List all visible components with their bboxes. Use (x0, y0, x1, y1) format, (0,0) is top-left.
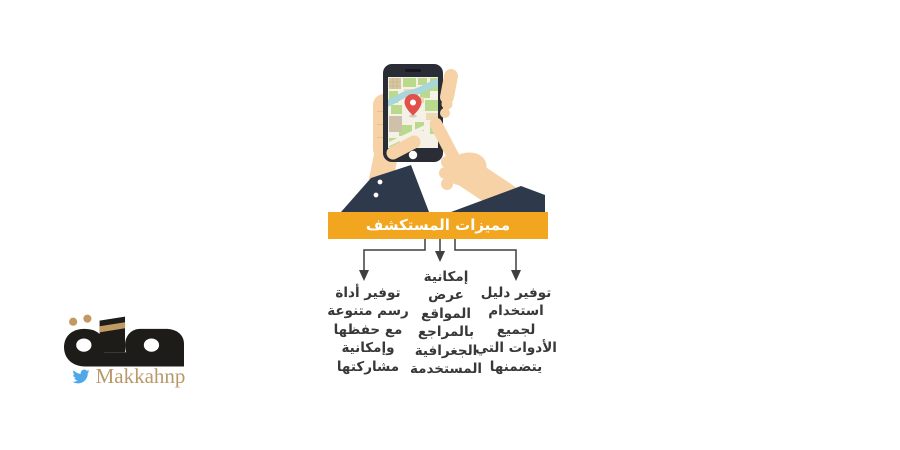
feature-line: توفير دليل (480, 285, 552, 301)
brand-name (56, 300, 57, 301)
kaaba-icon (100, 317, 125, 353)
feature-line: المستخدمة (409, 361, 483, 378)
makkah-kaaba-logo (64, 313, 184, 367)
banner-title: مميزات المستكشف (365, 216, 511, 234)
home-button (409, 151, 417, 159)
feature-line: المواقع (421, 305, 471, 322)
right-hand (436, 124, 505, 198)
feature-line: رسم متنوعة (327, 303, 409, 320)
feature-line: توفير أداة (335, 285, 401, 301)
feature-line: مع حفظها (333, 321, 403, 338)
feature-line: بالمراجع (417, 324, 475, 341)
feature-line: يتضمنها (489, 358, 543, 375)
twitter-bird-icon (71, 368, 91, 385)
arrow-line-left (364, 239, 425, 271)
feature-line: لجميع (496, 321, 536, 338)
down-arrow-icon (359, 270, 369, 281)
down-arrow-icon (511, 270, 521, 281)
speaker-slit (405, 69, 421, 72)
feature-line: استخدام (488, 303, 544, 320)
title-banner (328, 212, 548, 239)
feature-line: الأدوات التي (475, 340, 557, 357)
down-arrow-icon (435, 251, 445, 262)
feature-line: الجغرافية (414, 342, 478, 359)
twitter-handle: Makkahnp (95, 364, 186, 388)
feature-right (466, 284, 566, 376)
phone-map-illustration (335, 52, 545, 212)
feature-line: وإمكانية (341, 340, 395, 357)
twitter-handle-row (56, 366, 200, 387)
feature-line: مشاركتها (336, 358, 400, 375)
feature-line: إمكانية (423, 269, 469, 285)
arrow-line-right (455, 239, 516, 271)
feature-line: عرض (428, 287, 464, 304)
